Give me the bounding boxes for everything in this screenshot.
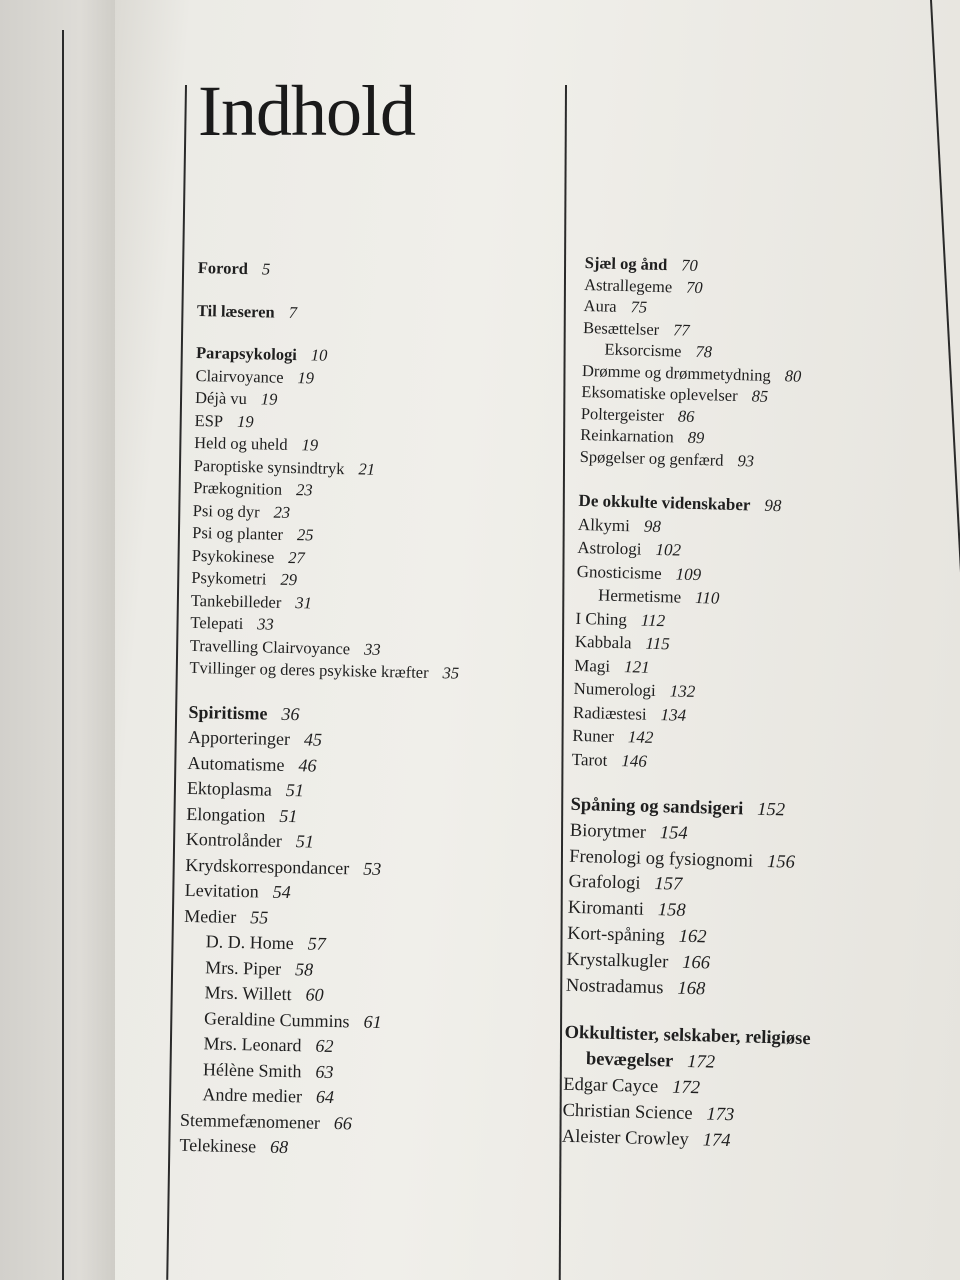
toc-entry-label: Sjæl og ånd bbox=[584, 253, 668, 275]
toc-entry bbox=[193, 432, 319, 455]
toc-entry bbox=[562, 1127, 731, 1150]
toc-page-number: 19 bbox=[301, 435, 319, 455]
toc-entry-label: Andre medier bbox=[202, 1084, 303, 1107]
toc-entry-label: Hermetisme bbox=[597, 585, 682, 607]
toc-page-number: 53 bbox=[363, 858, 382, 879]
toc-section-heading bbox=[198, 260, 271, 278]
toc-entry-label: Til læseren bbox=[196, 300, 275, 322]
toc-page-number: 157 bbox=[654, 874, 683, 896]
toc-entry bbox=[573, 703, 687, 723]
toc-entry-label: Mrs. Leonard bbox=[203, 1033, 302, 1056]
toc-page-number: 64 bbox=[315, 1086, 335, 1108]
toc-entry bbox=[194, 457, 376, 477]
toc-page-number: 134 bbox=[660, 704, 687, 725]
toc-subentry bbox=[181, 1034, 333, 1055]
toc-entry-label: Levitation bbox=[184, 879, 259, 902]
toc-page-number: 60 bbox=[305, 984, 324, 1005]
toc-subentry bbox=[182, 1008, 382, 1030]
toc-entry bbox=[186, 830, 314, 851]
toc-entry-label: Clairvoyance bbox=[195, 365, 284, 387]
toc-entry bbox=[192, 522, 314, 545]
toc-entry bbox=[185, 855, 381, 877]
toc-page-number: 27 bbox=[288, 547, 305, 567]
toc-entry-label: Reinkarnation bbox=[580, 424, 675, 447]
toc-entry-label: Numerologi bbox=[573, 678, 657, 700]
toc-entry-label: ESP bbox=[194, 410, 224, 431]
toc-entry-label: Kort-spåning bbox=[566, 923, 666, 947]
toc-page-number: 77 bbox=[672, 319, 690, 340]
toc-subentry bbox=[582, 341, 712, 361]
toc-page-number: 70 bbox=[685, 277, 703, 297]
toc-entry bbox=[575, 609, 665, 628]
toc-entry-label: Psykokinese bbox=[191, 545, 275, 567]
toc-page-number: 63 bbox=[315, 1061, 334, 1082]
toc-page-number: 46 bbox=[298, 754, 317, 776]
toc-entry-label: Krydskorrespondancer bbox=[185, 854, 350, 878]
left-page-edge bbox=[0, 0, 115, 1280]
toc-entry bbox=[187, 753, 316, 774]
toc-page-number: 132 bbox=[669, 681, 696, 702]
toc-page-number: 58 bbox=[294, 958, 314, 980]
toc-entry-label: Drømme og drømmetydning bbox=[581, 360, 771, 385]
toc-page-number: 57 bbox=[307, 933, 326, 954]
toc-entry bbox=[566, 976, 706, 998]
toc-page-number: 7 bbox=[288, 302, 298, 322]
toc-entry-label: Poltergeister bbox=[580, 403, 665, 425]
toc-entry bbox=[572, 750, 648, 769]
toc-page-number: 66 bbox=[333, 1112, 353, 1133]
toc-entry-label: Kontrolånder bbox=[185, 828, 283, 851]
toc-entry-label: Psi og dyr bbox=[192, 500, 260, 521]
toc-entry-label: Kabbala bbox=[574, 631, 632, 653]
toc-entry bbox=[568, 873, 682, 894]
toc-entry-label: Biorytmer bbox=[569, 820, 647, 843]
toc-entry bbox=[187, 779, 304, 799]
toc-page-number: 36 bbox=[281, 703, 300, 724]
toc-page-number: 115 bbox=[645, 633, 670, 654]
toc-page-number: 23 bbox=[273, 502, 291, 522]
toc-section-heading bbox=[585, 255, 698, 274]
toc-page-number: 93 bbox=[737, 450, 755, 470]
toc-page-number: 102 bbox=[655, 539, 682, 560]
toc-page-number: 33 bbox=[257, 614, 274, 634]
toc-entry-label: Spåning og sandsigeri bbox=[570, 794, 744, 820]
toc-page-number: 31 bbox=[295, 592, 313, 612]
page-title: Indhold bbox=[198, 71, 415, 151]
toc-page-number: 61 bbox=[363, 1011, 382, 1032]
toc-entry bbox=[578, 515, 661, 534]
toc-entry bbox=[186, 804, 297, 824]
toc-entry-label: Kiromanti bbox=[567, 897, 645, 920]
toc-entry bbox=[575, 633, 670, 652]
toc-page-number: 154 bbox=[659, 822, 688, 844]
toc-entry-label: Medier bbox=[184, 905, 237, 927]
toc-entry-label: Okkultister, selskaber, religiøse bbox=[564, 1023, 811, 1050]
toc-entry-label: I Ching bbox=[575, 608, 628, 629]
toc-subentry bbox=[184, 932, 326, 953]
toc-entry bbox=[191, 567, 298, 590]
toc-entry bbox=[568, 899, 686, 921]
toc-entry bbox=[562, 1102, 734, 1125]
toc-section-heading bbox=[197, 302, 297, 321]
toc-entry-label: Prækognition bbox=[193, 477, 283, 499]
toc-page-number: 174 bbox=[702, 1129, 731, 1151]
toc-page-number: 62 bbox=[315, 1035, 334, 1057]
toc-page-number: 10 bbox=[310, 345, 328, 365]
toc-subentry bbox=[182, 983, 323, 1004]
toc-entry bbox=[583, 295, 648, 317]
toc-entry-label: Forord bbox=[197, 258, 249, 279]
toc-page-number: 85 bbox=[751, 386, 769, 406]
toc-page-number: 19 bbox=[260, 389, 278, 409]
toc-entry-label: Mrs. Piper bbox=[204, 956, 282, 979]
toc-page-number: 55 bbox=[250, 906, 269, 928]
toc-entry-label: Held og uheld bbox=[193, 432, 288, 454]
toc-entry-label: Elongation bbox=[186, 803, 266, 826]
toc-entry-label: Aura bbox=[583, 295, 617, 316]
toc-entry bbox=[584, 276, 703, 296]
toc-page-number: 172 bbox=[686, 1052, 716, 1073]
toc-page-number: 78 bbox=[695, 341, 713, 362]
toc-entry bbox=[190, 612, 274, 634]
toc-entry bbox=[194, 412, 253, 430]
toc-entry-label: Christian Science bbox=[562, 1100, 693, 1124]
toc-entry bbox=[572, 727, 653, 746]
toc-page-number: 86 bbox=[677, 405, 695, 426]
toc-page-number: 19 bbox=[297, 367, 315, 387]
toc-page-number: 121 bbox=[623, 656, 650, 677]
toc-page-number: 70 bbox=[681, 255, 699, 275]
toc-entry bbox=[194, 387, 278, 409]
toc-entry bbox=[573, 680, 695, 700]
toc-entry bbox=[180, 1110, 352, 1132]
toc-entry-label: Hélène Smith bbox=[202, 1058, 302, 1081]
toc-entry-label: Aleister Crowley bbox=[561, 1126, 690, 1150]
toc-page-number: 152 bbox=[757, 799, 786, 821]
toc-entry-label: Telekinese bbox=[179, 1134, 257, 1157]
toc-page-number: 80 bbox=[784, 365, 802, 386]
toc-entry bbox=[190, 637, 381, 657]
toc-page-number: 109 bbox=[675, 563, 702, 584]
toc-section-heading bbox=[564, 1050, 716, 1072]
toc-entry-label: Travelling Clairvoyance bbox=[189, 635, 351, 658]
toc-page-number: 142 bbox=[627, 727, 654, 747]
toc-entry bbox=[179, 1136, 288, 1156]
toc-entry-label: Paroptiske synsindtryk bbox=[193, 455, 345, 478]
toc-section-heading bbox=[188, 702, 299, 722]
toc-page-number: 98 bbox=[643, 516, 662, 536]
toc-entry bbox=[577, 562, 702, 582]
toc-entry-label: Psi og planter bbox=[192, 522, 284, 544]
toc-page-number: 35 bbox=[442, 663, 460, 683]
toc-entry-label: Edgar Cayce bbox=[563, 1074, 659, 1098]
toc-entry bbox=[192, 547, 305, 566]
toc-page-number: 45 bbox=[303, 729, 323, 750]
toc-page-number: 89 bbox=[687, 427, 705, 448]
toc-entry-label: Astrallegeme bbox=[583, 274, 673, 296]
toc-entry-label: Krystalkugler bbox=[566, 949, 669, 973]
toc-entry-label: De okkulte videnskaber bbox=[578, 490, 751, 515]
toc-entry-label: Tarot bbox=[571, 749, 608, 770]
toc-entry-label: Telepati bbox=[190, 612, 244, 634]
toc-page-number: 168 bbox=[677, 978, 706, 999]
toc-page-number: 19 bbox=[236, 411, 254, 431]
toc-page-number: 29 bbox=[280, 569, 298, 590]
toc-entry-label: Grafologi bbox=[568, 872, 641, 895]
toc-entry bbox=[193, 502, 291, 521]
toc-entry-label: Besættelser bbox=[582, 317, 660, 339]
toc-page-number: 98 bbox=[764, 495, 782, 516]
toc-entry-label: Déjà vu bbox=[194, 387, 248, 409]
toc-entry bbox=[574, 656, 650, 675]
toc-entry-label: D. D. Home bbox=[205, 931, 294, 954]
toc-subentry bbox=[181, 1059, 334, 1080]
toc-entry-label: Parapsykologi bbox=[195, 342, 298, 365]
toc-page-number: 110 bbox=[694, 588, 720, 608]
toc-page-number: 146 bbox=[621, 750, 648, 771]
toc-entry-label: Psykometri bbox=[191, 567, 267, 589]
toc-entry bbox=[195, 367, 314, 386]
toc-entry-label: Automatisme bbox=[187, 752, 285, 775]
toc-page-number: 173 bbox=[706, 1104, 735, 1125]
toc-page-number: 51 bbox=[279, 805, 298, 826]
toc-entry-label: Tvillinger og deres psykiske kræfter bbox=[189, 657, 429, 682]
toc-entry-label: Eksomatiske oplevelser bbox=[581, 381, 738, 406]
toc-entry-label: Astrologi bbox=[577, 537, 642, 559]
toc-page-number: 162 bbox=[678, 926, 707, 948]
toc-subentry bbox=[180, 1085, 334, 1106]
toc-entry bbox=[184, 906, 268, 926]
toc-page-number: 68 bbox=[269, 1136, 289, 1158]
toc-entry bbox=[570, 822, 688, 844]
toc-entry bbox=[583, 319, 690, 338]
toc-entry-label: Alkymi bbox=[577, 514, 631, 535]
toc-page-number: 5 bbox=[261, 259, 271, 279]
toc-page-number: 172 bbox=[672, 1077, 701, 1099]
toc-page-number: 51 bbox=[285, 779, 305, 801]
toc-subentry bbox=[576, 586, 720, 607]
toc-entry-label: bevægelser bbox=[585, 1049, 674, 1072]
toc-page-number: 158 bbox=[657, 900, 686, 922]
toc-entry bbox=[580, 424, 705, 448]
toc-entry-label: Spøgelser og genfærd bbox=[579, 446, 724, 470]
toc-entry bbox=[185, 881, 291, 901]
toc-entry bbox=[567, 925, 707, 947]
toc-page-number: 23 bbox=[295, 480, 313, 500]
toc-entry-label: Mrs. Willett bbox=[204, 982, 292, 1005]
toc-entry bbox=[563, 1076, 700, 1098]
toc-page-number: 25 bbox=[296, 525, 314, 545]
toc-entry bbox=[193, 477, 313, 500]
toc-page-number: 156 bbox=[766, 851, 796, 873]
toc-entry-label: Radiæstesi bbox=[572, 702, 647, 724]
toc-entry bbox=[188, 728, 322, 749]
toc-entry-label: Nostradamus bbox=[565, 975, 664, 998]
toc-entry-label: Magi bbox=[574, 655, 611, 676]
toc-page-number: 21 bbox=[358, 458, 376, 479]
toc-entry-label: Runer bbox=[572, 725, 615, 746]
toc-entry-label: Gnosticisme bbox=[576, 561, 662, 583]
left-page-border-line bbox=[62, 30, 64, 1280]
toc-entry bbox=[577, 539, 681, 559]
toc-page-number: 51 bbox=[295, 831, 315, 852]
toc-subentry bbox=[183, 957, 313, 978]
toc-entry-label: Geraldine Cummins bbox=[203, 1007, 350, 1031]
toc-entry-label: Tankebilleder bbox=[190, 590, 282, 612]
toc-entry bbox=[566, 951, 710, 973]
toc-entry-label: Apporteringer bbox=[187, 726, 291, 750]
toc-page-number: 33 bbox=[363, 639, 381, 659]
toc-entry-label: Stemmefænomener bbox=[179, 1109, 321, 1133]
toc-entry bbox=[191, 592, 312, 611]
toc-entry-label: Ektoplasma bbox=[186, 777, 273, 800]
toc-entry bbox=[581, 405, 695, 424]
toc-section-heading bbox=[195, 342, 328, 365]
toc-page-number: 112 bbox=[640, 610, 666, 630]
toc-entry-label: Frenologi og fysiognomi bbox=[568, 846, 754, 872]
toc-page-number: 75 bbox=[630, 297, 648, 317]
toc-page-number: 54 bbox=[272, 881, 291, 903]
toc-entry-label: Spiritisme bbox=[188, 701, 268, 724]
toc-entry-label: Eksorcisme bbox=[604, 339, 682, 361]
toc-page-number: 166 bbox=[681, 952, 711, 974]
